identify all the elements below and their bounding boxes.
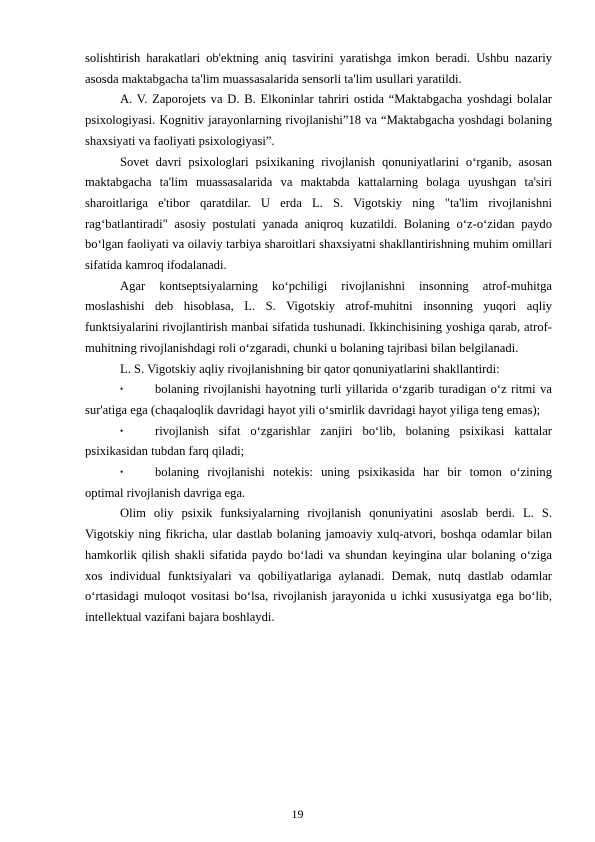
list-item-text: bolaning rivojlanishi hayotning turli yillarida o‘zgarib turadigan o‘z ritmi va sur'atiga ega (chaqaloqlik davridagi hayot yili o‘smirlik davridagi hayot yiliga teng emas); — [85, 382, 552, 417]
list-item-text: bolaning rivojlanishi notekis: uning psixikasida har bir tomon o‘zining optimal rivojlanish davriga ega. — [85, 465, 552, 500]
paragraph-higher-functions: Olim oliy psixik funksiyalarning rivojlanish qonuniyatini asoslab berdi. L. S. Vigotskiy ning fikricha, ular dastlab bolaning jamoaviy xulq-atvori, boshqa odamlar bilan hamkorlik qilish shakli sifatida paydo bo‘ladi va shundan keyingina ular bolaning o‘ziga xos individual funktsiyalari va qobiliyatlariga aylanadi. Demak, nutq dastlab odamlar o‘rtasidagi muloqot vositasi bo‘lsa, rivojlanish jarayonida u ichki xususiyatga ega bo‘lib, intellektual vazifani bajara boshlaydi. — [85, 506, 552, 624]
list-item — [85, 462, 552, 503]
paragraph-continuation: solishtirish harakatlari ob'ektning aniq tasvirini yaratishga imkon beradi. Ushbu nazariy asosda maktabgacha ta'lim muassasalarida sensorli ta'lim usullari yaratildi. — [85, 51, 552, 86]
paragraph-environment: Agar kontseptsiyalarning ko‘pchiligi rivojlanishni insonning atrof-muhitga moslashishi deb hisoblasa, L. S. Vigotskiy atrof-muhitni insonning yuqori aqliy funktsiyalarini rivojlantirish manbai sifatida tushunadi. Ikkinchisining yoshiga qarab, atrof-muhitning rivojlanishdagi roli o‘zgaradi, chunki u bolaning tajribasi bilan belgilanadi. — [85, 278, 552, 355]
list-item — [85, 379, 552, 420]
page-number: 19 — [291, 807, 304, 821]
paragraph-zaporojets: A. V. Zaporojets va D. B. Elkoninlar tahriri ostida “Maktabgacha yoshdagi bolalar psixologiyasi. Kognitiv jarayonlarning rivojlanishi”18 va “Maktabgacha yoshdagi bolaning shaxsiyati va faoliyati psixologiyasi”. — [85, 92, 552, 148]
bullet-icon: • — [120, 425, 124, 436]
list-item-text: rivojlanish sifat o‘zgarishlar zanjiri bo‘lib, bolaning psixikasi kattalar psixikasidan tubdan farq qiladi; — [85, 423, 552, 459]
document-body — [85, 48, 552, 628]
paragraph-list-intro: L. S. Vigotskiy aqliy rivojlanishning bir qator qonuniyatlarini shakllantirdi: — [120, 361, 500, 376]
paragraph-soviet-psychologists: Sovet davri psixologlari psixikaning rivojlanish qonuniyatlarini o‘rganib, asosan maktabgacha ta'lim muassasalarida va maktabda kattalarning bolaga uyushgan ta'siri sharoitlariga e'tibor qaratdilar. U erda L. S. Vigotskiy ning "ta'lim rivojlanishni rag‘batlantiradi" asosiy postulati yanada aniqroq kuzatildi. Bolaning o‘z-o‘zidan paydo bo‘lgan faoliyati va oilaviy tarbiya sharoitlari shaxsiyatni shakllantirishning muhim omillari sifatida kamroq ifodalanadi. — [85, 154, 552, 273]
bullet-icon: • — [120, 467, 124, 478]
list-item — [85, 421, 552, 462]
bullet-icon: • — [120, 384, 124, 395]
